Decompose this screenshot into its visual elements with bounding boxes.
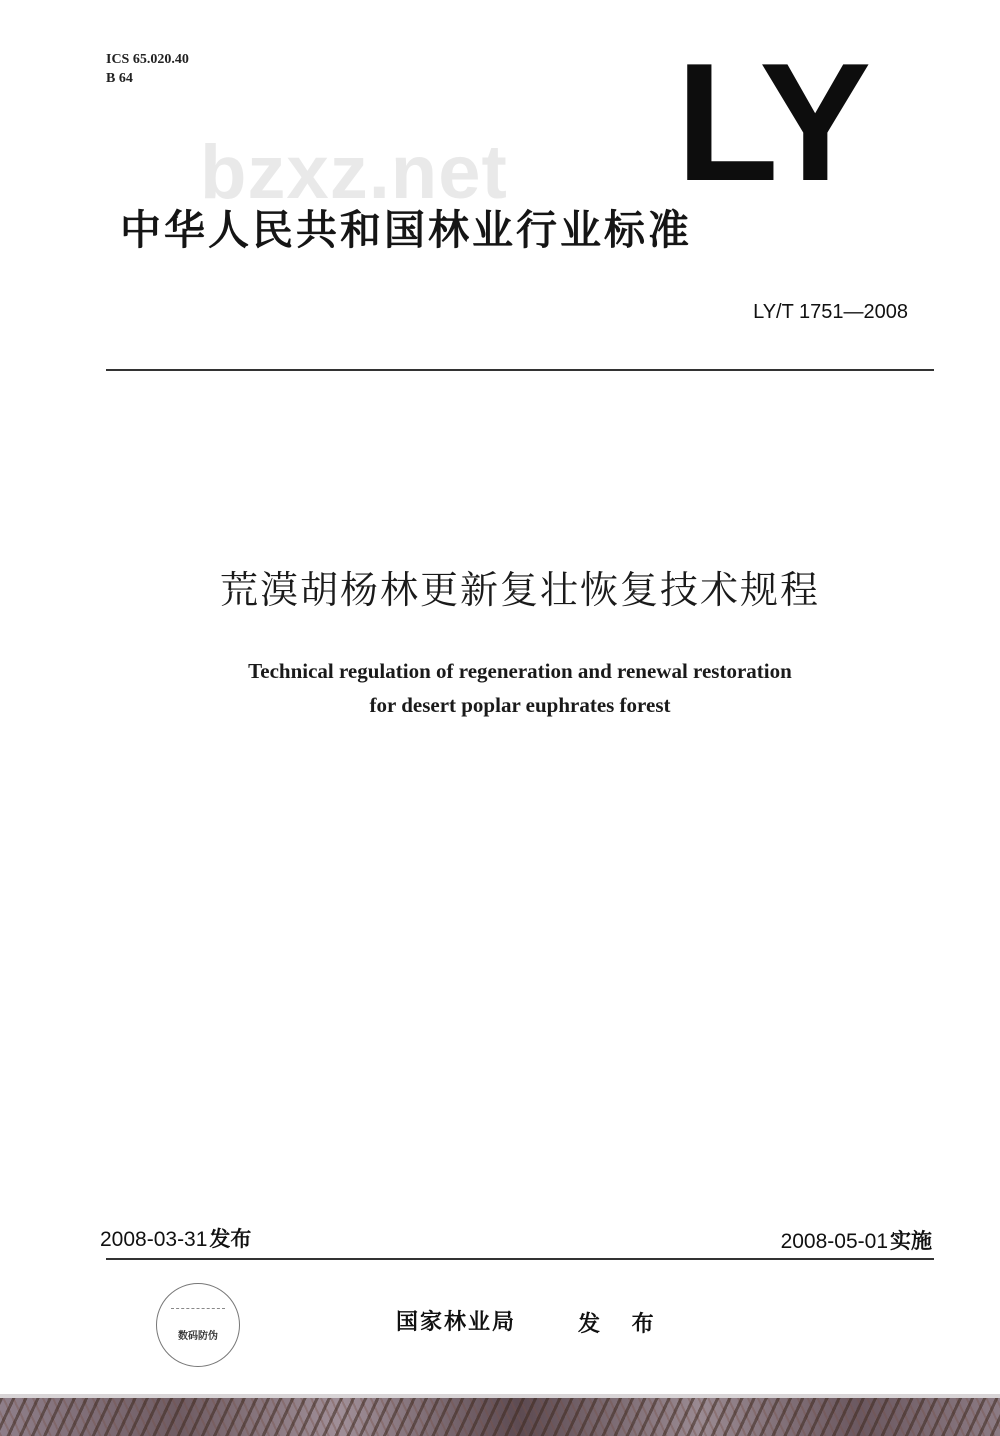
industry-standard-title: 中华人民共和国林业行业标准 — [120, 206, 692, 254]
document-title-english-line2: for desert poplar euphrates forest — [369, 693, 671, 717]
background-photo-strip — [0, 1398, 1000, 1436]
seal-text: 数码防伪 — [178, 1331, 218, 1342]
document-title-chinese: 荒漠胡杨林更新复壮恢复技术规程 — [219, 568, 820, 612]
seal-dashes — [171, 1308, 225, 1309]
publisher-name: 国家林业局 — [396, 1310, 517, 1335]
implementation-label: 实施 — [890, 1229, 932, 1253]
class-code: B 64 — [106, 71, 133, 86]
site-watermark: bzxz.net — [200, 130, 508, 215]
bottom-divider — [106, 1258, 934, 1260]
implementation-date-block — [781, 1226, 932, 1257]
classification-codes — [106, 50, 189, 88]
document-title-english-line1: Technical regulation of regeneration and renewal restoration — [248, 659, 792, 683]
issue-date: 2008-03-31 — [100, 1228, 208, 1251]
document-title-english — [0, 654, 1000, 722]
publish-label: 发 布 — [578, 1312, 666, 1337]
standard-number: LY/T 1751—2008 — [753, 301, 908, 323]
ics-code: ICS 65.020.40 — [106, 52, 189, 67]
implementation-date: 2008-05-01 — [780, 1230, 888, 1253]
issue-label: 发布 — [209, 1227, 252, 1251]
top-divider — [106, 369, 934, 371]
issue-date-block — [100, 1224, 251, 1255]
ly-logo: LY — [676, 28, 868, 216]
anti-counterfeit-seal — [156, 1283, 240, 1367]
